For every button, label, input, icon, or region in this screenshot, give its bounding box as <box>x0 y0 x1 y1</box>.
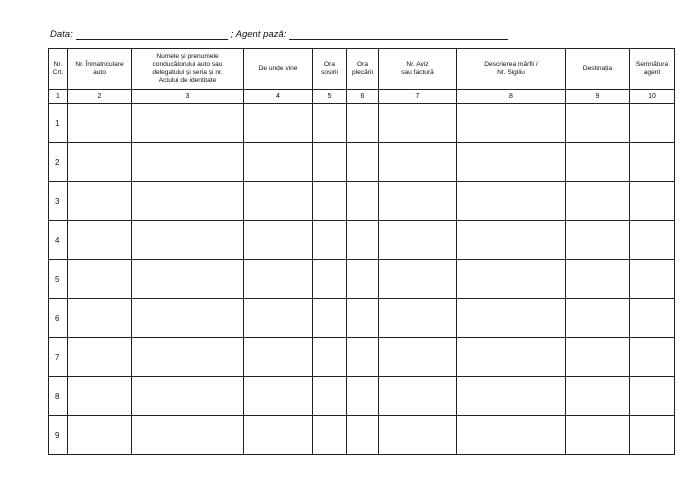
column-number-6: 6 <box>347 90 379 104</box>
column-header-4 <box>244 49 313 90</box>
column-number-5: 5 <box>313 90 347 104</box>
table-cell[interactable] <box>68 338 132 377</box>
row-number: 7 <box>49 338 68 377</box>
table-cell[interactable] <box>457 377 566 416</box>
column-header-line: Ora <box>357 61 368 68</box>
row-number: 5 <box>49 260 68 299</box>
table-cell[interactable] <box>566 143 630 182</box>
table-cell[interactable] <box>244 221 313 260</box>
table-cell[interactable] <box>566 416 630 455</box>
table-row <box>49 416 675 455</box>
table-cell[interactable] <box>132 416 244 455</box>
table-cell[interactable] <box>313 260 347 299</box>
row-number: 9 <box>49 416 68 455</box>
table-cell[interactable] <box>379 260 457 299</box>
table-cell[interactable] <box>457 416 566 455</box>
table-cell[interactable] <box>347 182 379 221</box>
table-cell[interactable] <box>566 299 630 338</box>
table-cell[interactable] <box>313 104 347 143</box>
column-header-line: Crt. <box>52 69 64 76</box>
table-cell[interactable] <box>68 299 132 338</box>
vehicle-log-table <box>48 48 675 455</box>
table-cell[interactable] <box>379 143 457 182</box>
column-header-line: auto <box>93 69 106 76</box>
column-number-7: 7 <box>379 90 457 104</box>
column-header-line: Numele și prenumele <box>156 53 219 60</box>
table-cell[interactable] <box>379 377 457 416</box>
table-cell[interactable] <box>379 104 457 143</box>
table-cell[interactable] <box>68 416 132 455</box>
table-cell[interactable] <box>457 143 566 182</box>
table-row <box>49 260 675 299</box>
table-cell[interactable] <box>630 143 675 182</box>
column-header-line: Semnătura <box>635 61 669 68</box>
column-header-line: Nr. <box>53 61 63 68</box>
row-number: 8 <box>49 377 68 416</box>
column-number-9: 9 <box>566 90 630 104</box>
row-number: 2 <box>49 143 68 182</box>
table-cell[interactable] <box>630 260 675 299</box>
row-number: 3 <box>49 182 68 221</box>
row-number: 6 <box>49 299 68 338</box>
date-field[interactable] <box>76 29 228 40</box>
column-header-line: sosirii <box>321 69 338 76</box>
table-cell[interactable] <box>68 260 132 299</box>
column-header-3 <box>132 49 244 90</box>
column-header-line: delegatului și seria și nr. <box>152 69 223 76</box>
table-cell[interactable] <box>244 182 313 221</box>
table-cell[interactable] <box>347 377 379 416</box>
table-cell[interactable] <box>132 299 244 338</box>
table-cell[interactable] <box>132 143 244 182</box>
column-number-row <box>49 90 675 104</box>
column-number-3: 3 <box>132 90 244 104</box>
table-cell[interactable] <box>313 299 347 338</box>
column-header-2 <box>68 49 132 90</box>
column-header-line: agent <box>643 69 661 76</box>
table-row <box>49 338 675 377</box>
table-cell[interactable] <box>68 377 132 416</box>
table-cell[interactable] <box>630 338 675 377</box>
column-header-line: Nr. Aviz <box>406 61 429 68</box>
column-header-line: De unde vine <box>258 65 298 72</box>
table-cell[interactable] <box>132 182 244 221</box>
table-cell[interactable] <box>313 143 347 182</box>
column-header-5 <box>313 49 347 90</box>
column-number-10: 10 <box>630 90 675 104</box>
table-cell[interactable] <box>630 182 675 221</box>
table-cell[interactable] <box>379 182 457 221</box>
column-header-line: Descrierea mărfii / <box>484 61 538 68</box>
table-cell[interactable] <box>132 104 244 143</box>
table-cell[interactable] <box>132 221 244 260</box>
column-header-8 <box>457 49 566 90</box>
column-header-row <box>49 49 675 90</box>
column-header-line: conducătorului auto sau <box>152 61 223 68</box>
column-header-line: Destinația <box>582 65 613 72</box>
table-cell[interactable] <box>313 377 347 416</box>
table-cell[interactable] <box>68 182 132 221</box>
table-cell[interactable] <box>68 104 132 143</box>
table-cell[interactable] <box>244 416 313 455</box>
column-header-line: Nr. Sigiliu <box>497 69 525 76</box>
table-cell[interactable] <box>566 182 630 221</box>
column-number-1: 1 <box>49 90 68 104</box>
column-number-4: 4 <box>244 90 313 104</box>
table-cell[interactable] <box>566 377 630 416</box>
form-header <box>50 26 508 40</box>
table-cell[interactable] <box>347 260 379 299</box>
row-number: 1 <box>49 104 68 143</box>
table-cell[interactable] <box>566 260 630 299</box>
table-cell[interactable] <box>457 221 566 260</box>
table-cell[interactable] <box>566 221 630 260</box>
column-number-8: 8 <box>457 90 566 104</box>
table-cell[interactable] <box>379 299 457 338</box>
column-header-line: sau factură <box>401 69 434 76</box>
column-header-line: Ora <box>324 61 335 68</box>
date-label: Data: <box>50 29 73 40</box>
table-cell[interactable] <box>457 104 566 143</box>
agent-label: ; Agent pază: <box>230 29 287 40</box>
table-row <box>49 104 675 143</box>
column-header-10 <box>630 49 675 90</box>
table-row <box>49 221 675 260</box>
table-cell[interactable] <box>132 260 244 299</box>
table-cell[interactable] <box>244 299 313 338</box>
table-cell[interactable] <box>244 260 313 299</box>
column-number-2: 2 <box>68 90 132 104</box>
table-cell[interactable] <box>457 338 566 377</box>
row-number: 4 <box>49 221 68 260</box>
table-cell[interactable] <box>244 338 313 377</box>
table-cell[interactable] <box>379 416 457 455</box>
table-cell[interactable] <box>313 182 347 221</box>
table-cell[interactable] <box>244 143 313 182</box>
table-cell[interactable] <box>457 182 566 221</box>
agent-field[interactable] <box>289 29 508 40</box>
table-row <box>49 377 675 416</box>
table-cell[interactable] <box>566 338 630 377</box>
table-cell[interactable] <box>457 260 566 299</box>
table-cell[interactable] <box>630 104 675 143</box>
table-cell[interactable] <box>379 338 457 377</box>
table-cell[interactable] <box>68 143 132 182</box>
table-cell[interactable] <box>347 221 379 260</box>
table-cell[interactable] <box>457 299 566 338</box>
table-cell[interactable] <box>566 104 630 143</box>
table-row <box>49 143 675 182</box>
table-cell[interactable] <box>347 104 379 143</box>
table-cell[interactable] <box>313 221 347 260</box>
column-header-line: Actului de identitate <box>158 77 217 84</box>
column-header-line: Nr. Înmatriculare <box>75 61 124 68</box>
table-cell[interactable] <box>244 377 313 416</box>
table-cell[interactable] <box>347 299 379 338</box>
table-cell[interactable] <box>132 338 244 377</box>
table-cell[interactable] <box>347 416 379 455</box>
table-cell[interactable] <box>347 143 379 182</box>
table-cell[interactable] <box>68 221 132 260</box>
table-cell[interactable] <box>313 338 347 377</box>
table-cell[interactable] <box>630 221 675 260</box>
table-cell[interactable] <box>244 104 313 143</box>
column-header-line: plecării <box>352 69 373 76</box>
table-row <box>49 182 675 221</box>
table-row <box>49 299 675 338</box>
table-cell[interactable] <box>630 377 675 416</box>
column-header-9 <box>566 49 630 90</box>
table-cell[interactable] <box>379 221 457 260</box>
table-cell[interactable] <box>313 416 347 455</box>
column-header-1 <box>49 49 68 90</box>
column-header-7 <box>379 49 457 90</box>
table-cell[interactable] <box>630 416 675 455</box>
table-cell[interactable] <box>630 299 675 338</box>
table-cell[interactable] <box>132 377 244 416</box>
table-cell[interactable] <box>347 338 379 377</box>
column-header-6 <box>347 49 379 90</box>
